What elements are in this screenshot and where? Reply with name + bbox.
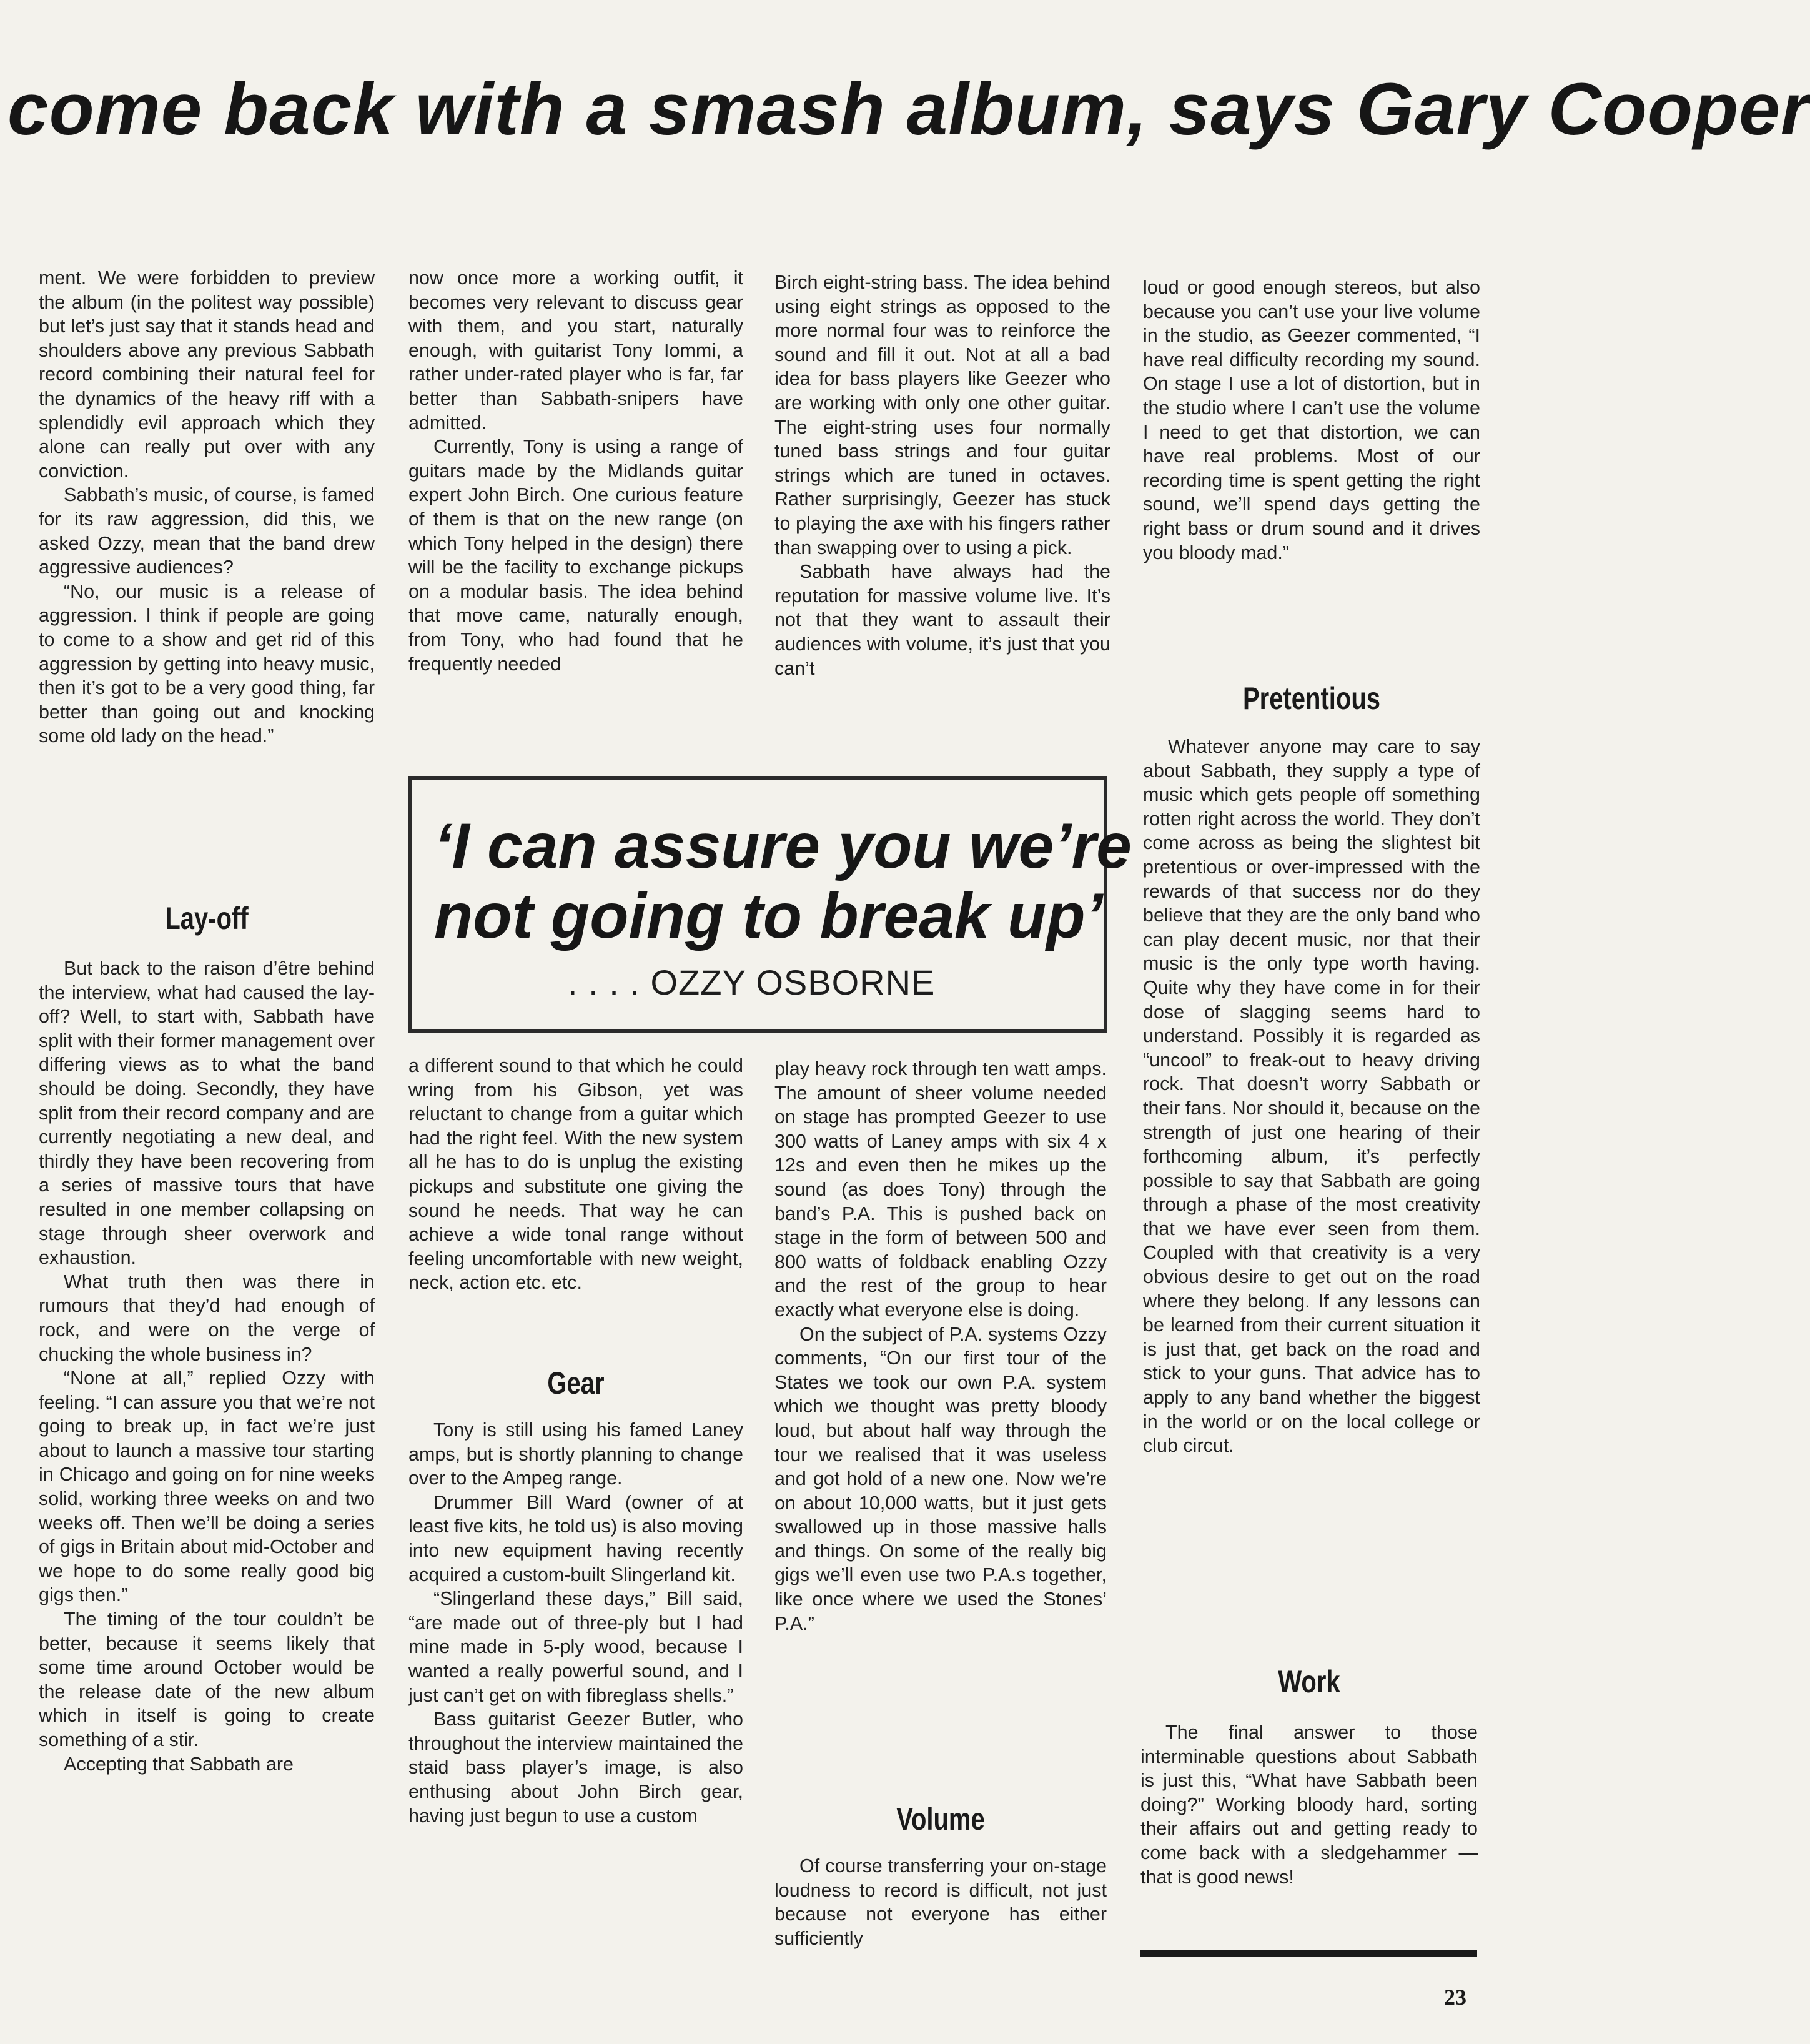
paragraph: Sabbath have always had the reputation for massive volume live. It’s not that they want to assault their audiences with volume, it’s just that you can’t xyxy=(774,561,1110,679)
closing-rule xyxy=(1140,1950,1477,1957)
paragraph: “Slingerland these days,” Bill said, “are made out of three-ply but I had mine made in 5-ply wood, because I wanted a really powerful sound, and I just can’t get on with fibreglass shells.” xyxy=(408,1588,743,1706)
column-4-pretentious xyxy=(1143,735,1480,1458)
paragraph: Birch eight-string bass. The idea behind using eight strings as opposed to the more normal four was to reinforce the sound and fill it out. Not at all a bad idea for bass players like Geezer who are working with only one other guitar. The eight-string uses four normally tuned bass strings and four guitar strings which are tuned in octaves. Rather surprisingly, Geezer has stuck to playing the axe with his fingers rather than swapping over to using a pick. xyxy=(774,272,1110,558)
paragraph: a different sound to that which he could wring from his Gibson, yet was reluctant to change from a guitar which had the right feel. With the new system all he has to do is unplug the existing pickups and substitute one giving the sound he needs. That way he can achieve a wide tonal range without feeling uncomfortable with new weight, neck, action etc. etc. xyxy=(408,1055,743,1294)
column-1-top xyxy=(39,266,375,748)
paragraph: Bass guitarist Geezer Butler, who throughout the interview maintained the staid bass player’s image, is also enthusing about John Birch gear, having just begun to use a custom xyxy=(408,1709,743,1827)
paragraph: The timing of the tour couldn’t be better, because it seems likely that some time around October would be the release date of the new album which in itself is going to create something of a stir. xyxy=(39,1609,375,1750)
paragraph: On the subject of P.A. systems Ozzy comments, “On our first tour of the States we took our own P.A. system which we thought was pretty bloody loud, but about half way through the tour we realised that it was useless and got hold of a new one. Now we’re on about 10,000 watts, but it just gets swallowed up in those massive halls and things. On some of the really big gigs we’ll even use two P.A.s together, like once where we used the Stones’ P.A.” xyxy=(774,1323,1107,1634)
pull-quote-line: not going to break up’ xyxy=(434,880,1103,951)
paragraph: But back to the raison d’être behind the interview, what had caused the lay-off? Well, to start with, Sabbath have split with their former management over differing views as to what the band should be doing. Secondly, they have split from their record company and are currently negotiating a new deal, and thirdly they have been recovering from a series of massive tours that have resulted in one member collapsing on stage through sheer overwork and exhaustion. xyxy=(39,958,375,1269)
subhead-pretentious: Pretentious xyxy=(1242,681,1381,716)
pull-quote-line: ‘I can assure you we’re xyxy=(434,810,1132,881)
paragraph: Currently, Tony is using a range of guitars made by the Midlands guitar expert John Birch. One curious feature of them is that on the new range (on which Tony helped in the design) there will be the facility to exchange pickups on a modular basis. The idea behind that move came, naturally enough, from Tony, who had found that he frequently needed xyxy=(408,436,743,675)
column-3-volume xyxy=(774,1854,1107,1950)
column-3-bottom xyxy=(774,1057,1107,1635)
column-4-top xyxy=(1143,275,1480,565)
pull-quote-attribution: . . . . OZZY OSBORNE xyxy=(568,963,936,1002)
paragraph: Sabbath’s music, of course, is famed for its raw aggression, did this, we asked Ozzy, mean that the band drew aggressive audiences? xyxy=(39,484,375,578)
subhead-gear: Gear xyxy=(547,1366,605,1401)
paragraph: “None at all,” replied Ozzy with feeling. “I can assure you that we’re not going to break up, in fact we’re just about to launch a massive tour starting in Chicago and going on for nine weeks solid, working three weeks on and two weeks off. Then we’ll be doing a series of gigs in Britain about mid-October and we hope to do some really good big gigs then.” xyxy=(39,1367,375,1606)
column-2-bottom xyxy=(408,1054,743,1295)
column-3-top xyxy=(774,270,1110,680)
paragraph: Accepting that Sabbath are xyxy=(64,1753,294,1775)
paragraph: ment. We were forbidden to preview the album (in the politest way possible) but let’s just say that it stands head and shoulders above any previous Sabbath record combining their natural feel for the dynamics of the heavy riff with a splendidly evil approach which they alone can really put over with any conviction. xyxy=(39,267,375,482)
paragraph: What truth then was there in rumours that they’d had enough of rock, and were on the verge of chucking the whole business in? xyxy=(39,1271,375,1365)
paragraph: “No, our music is a release of aggression. I think if people are going to come to a show and get rid of this aggression by getting into heavy music, then it’s got to be a very good thing, far better than going out and knocking some old lady on the head.” xyxy=(39,580,375,747)
paragraph: Drummer Bill Ward (owner of at least five kits, he told us) is also moving into new equipment having recently acquired a custom-built Slingerland kit. xyxy=(408,1491,743,1585)
pull-quote-text xyxy=(434,810,1132,951)
headline: come back with a smash album, says Gary Cooper xyxy=(7,68,1810,151)
paragraph: The final answer to those interminable questions about Sabbath is just this, “What have Sabbath been doing?” Working bloody hard, sorting their affairs out and getting ready to come back with a sledgehammer — that is good news! xyxy=(1140,1722,1478,1888)
paragraph: Of course transferring your on-stage loudness to record is difficult, not just because not everyone has either sufficiently xyxy=(774,1855,1107,1949)
paragraph: now once more a working outfit, it becomes very relevant to discuss gear with them, and you start, naturally enough, with guitarist Tony Iommi, a rather under-rated player who is far, far better than Sabbath-snipers have admitted. xyxy=(408,267,743,434)
column-1-bottom xyxy=(39,956,375,1776)
subhead-work: Work xyxy=(1278,1664,1340,1699)
column-2-top xyxy=(408,266,743,676)
paragraph: loud or good enough stereos, but also because you can’t use your live volume in the studio, as Geezer commented, “I have real difficulty recording my sound. On stage I use a lot of distortion, but in the studio where I can’t use the volume I need to get that distortion, we can have real problems. Most of our recording time is spent getting the right sound, we’ll spend days getting the right bass or drum sound and it drives you bloody mad.” xyxy=(1143,277,1480,563)
paragraph: play heavy rock through ten watt amps. The amount of sheer volume needed on stage has prompted Geezer to use 300 watts of Laney amps with six 4 x 12s and even then he mikes up the sound (as does Tony) through the band’s P.A. This is pushed back on stage in the form of between 500 and 800 watts of foldback enabling Ozzy and the rest of the group to hear exactly what everyone else is doing. xyxy=(774,1058,1107,1321)
page-number: 23 xyxy=(1444,1985,1466,2010)
subhead-volume: Volume xyxy=(896,1802,985,1837)
subhead-layoff: Lay-off xyxy=(165,901,249,936)
paragraph: Tony is still using his famed Laney amps, but is shortly planning to change over to the Ampeg range. xyxy=(408,1419,743,1489)
paragraph: Whatever anyone may care to say about Sabbath, they supply a type of music which gets people off something rotten right across the world. They don’t come across as being the slightest bit pretentious or over-impressed with the rewards of that success nor do they believe that they are the only band who can play decent music, nor that their music is the only type worth having. Quite why they have come in for their dose of slagging seems hard to understand. Possibly it is regarded as “uncool” to freak-out to heavy driving rock. That doesn’t worry Sabbath or their fans. Nor should it, because on the strength of just one hearing of their forthcoming album, it’s perfectly possible to say that Sabbath are going through a phase of the most creativity that we have ever seen from them. Coupled with that creativity is a very obvious desire to get out on the road where they belong. If any lessons can be learned from their current situation it is just that, get back on the road and stick to your guns. That advice has to apply to any band whether the biggest in the world or on the local college or club circut. xyxy=(1143,736,1480,1457)
pull-quote-box xyxy=(408,776,1132,1033)
column-2-gear xyxy=(408,1418,743,1828)
column-4-work xyxy=(1140,1720,1478,1889)
